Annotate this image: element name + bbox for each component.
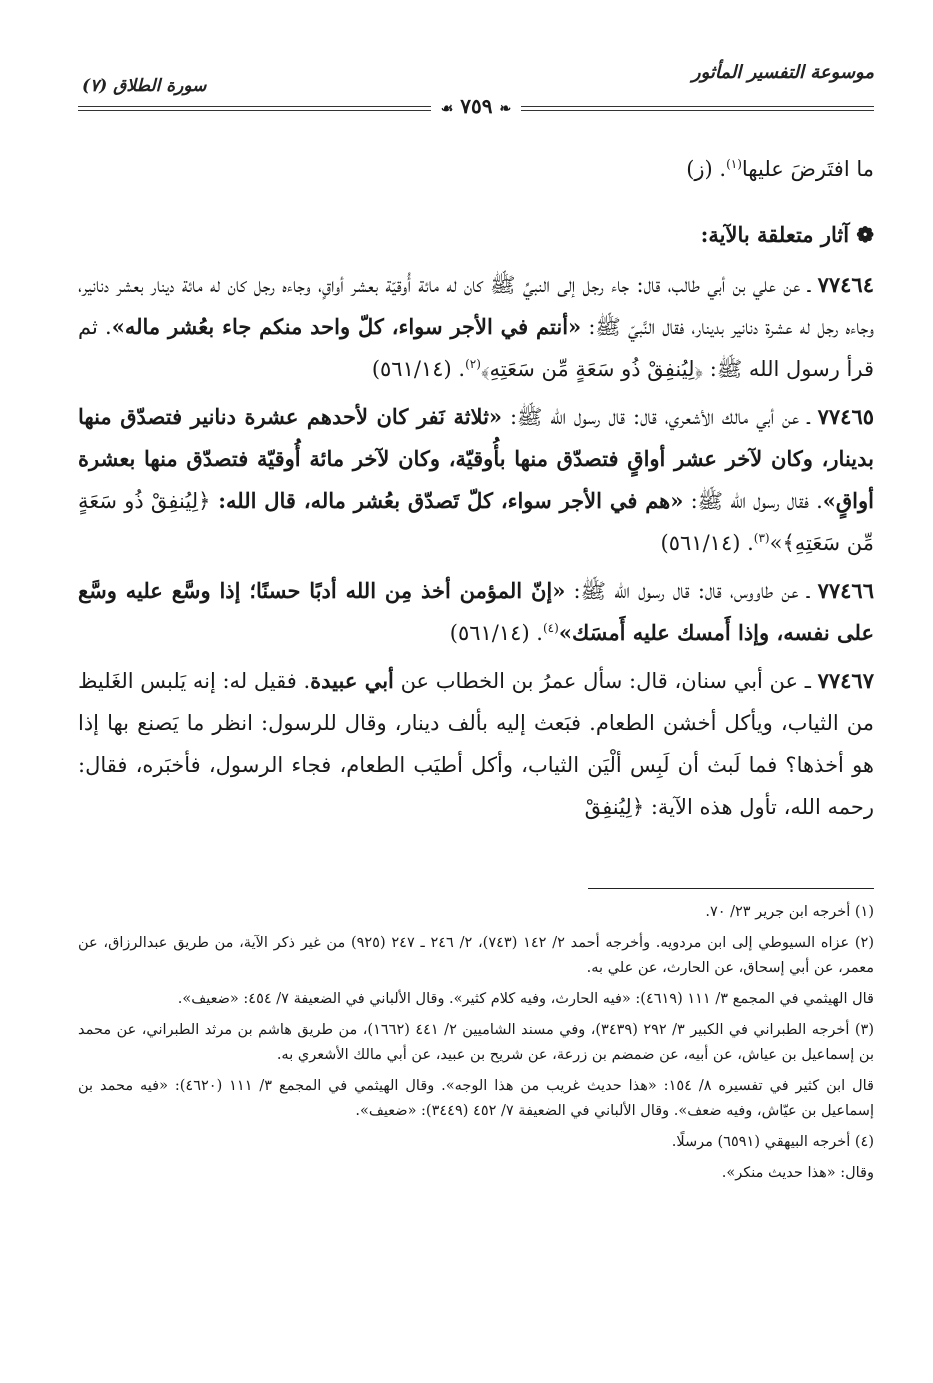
footnote-ref[interactable]: (١) bbox=[726, 157, 742, 171]
flower-icon: ❁ bbox=[856, 222, 874, 247]
section-heading: ❁ آثار متعلقة بالآية: bbox=[700, 222, 874, 247]
page-number-wrap bbox=[78, 94, 874, 118]
footnote: (٣) أخرجه الطبراني في الكبير ٣/ ٢٩٢ (٣٤٣٩)، وفي مسند الشاميين ٢/ ٤٤١ (١٦٦٢)، من طريق هاشم بن مرثد الطبراني، عن محمد بن إسماعيل بن عياش، عن أبيه، عن ضمضم بن زرعة، عن شريح بن عبيد، عن أبي مالك الأشعري به. bbox=[78, 1022, 874, 1063]
intro-line: ما افتَرضَ عليها$^{(١)}$. (ز) bbox=[686, 157, 874, 181]
hadith-text: «ثلاثة نَفر كان لأحدهم عشرة دنانير فتصدّق منها بدينار، وكان لآخر عشر أواقٍ فتصدّق منها بأُوقيّة، وكان لآخر مائة أُوقيّة فتصدّق منها بعشرة أواقٍ» bbox=[78, 404, 874, 513]
narration-77466: ٧٧٤٦٦ ـ عن طاووس، قال: قال رسول الله ﷺ: «إنّ المؤمن أخذ مِن الله أدبًا حسنًا؛ إذا وسَّع عليه وسَّع على نفسه، وإذا أَمسك عليه أَمسَك»$^{(٤)}$. (٥٦١/١٤) bbox=[78, 578, 874, 645]
narration-number: ٧٧٤٦٧ bbox=[817, 668, 874, 693]
footnote-ref[interactable]: (٣) bbox=[753, 531, 770, 545]
ornament-icon: ❧ bbox=[499, 101, 512, 117]
footnote-ref[interactable]: (٢) bbox=[465, 357, 481, 371]
footnote: (٢) عزاه السيوطي إلى ابن مردويه. وأخرجه أحمد ٢/ ١٤٢ (٧٤٣)، ٢/ ٢٤٦ ـ ٢٤٧ (٩٢٥) من غير ذكر الآية، من طريق عبدالرزاق، عن معمر، عن أبي إسحاق، عن الحارث، عن علي به. bbox=[78, 935, 875, 976]
hadith-text: «إنّ المؤمن أخذ مِن الله أدبًا حسنًا؛ إذا وسَّع عليه وسَّع على نفسه، وإذا أَمسك عليه أَمسَك» bbox=[78, 578, 874, 645]
page-number-box bbox=[431, 94, 521, 118]
footnote: قال الهيثمي في المجمع ٣/ ١١١ (٤٦١٩): «فيه الحارث، وفيه كلام كثير». وقال الألباني في الضعيفة ٧/ ٤٥٤: «ضعيف». bbox=[177, 991, 874, 1007]
footnote-ref[interactable]: (٤) bbox=[542, 621, 559, 635]
footnote: قال ابن كثير في تفسيره ٨/ ١٥٤: «هذا حديث غريب من هذا الوجه». وقال الهيثمي في المجمع ٣/ ١١١ (٤٦٢٠): «فيه محمد بن إسماعيل بن عيّاش، وفيه ضعف». وقال الألباني في الضعيفة ٧/ ٤٥٢ (٣٤٤٩): «ضعيف». bbox=[78, 1078, 874, 1119]
narration-number: ٧٧٤٦٦ bbox=[817, 578, 874, 603]
narration-number: ٧٧٤٦٤ bbox=[817, 272, 874, 297]
hadith-text: «هم في الأجر سواء، كلّ تَصدّق بعُشر ماله، قال الله: bbox=[210, 488, 684, 513]
narration-77465: ٧٧٤٦٥ ـ عن أبي مالك الأشعري، قال: قال رسول الله ﷺ: «ثلاثة نَفر كان لأحدهم عشرة دنانير فتصدّق منها بدينار، وكان لآخر عشر أواقٍ فتصدّق منها بأُوقيّة، وكان لآخر مائة أُوقيّة فتصدّق منها بعشرة أواقٍ». فقال رسول الله ﷺ: «هم في الأجر سواء، كلّ تَصدّق بعُشر ماله، قال الله: ﴿لِيُنفِقْ ذُو سَعَةٍ مِّن سَعَتِهِ﴾»$^{(٣)}$. (٥٦١/١٤) bbox=[78, 404, 875, 555]
footnote: (١) أخرجه ابن جرير ٢٣/ ٧٠. bbox=[705, 904, 874, 920]
ornament-icon: ☙ bbox=[440, 101, 454, 117]
book-title: موسوعة التفسير المأثور bbox=[691, 62, 874, 83]
narration-77467: ٧٧٤٦٧ ـ عن أبي سنان، قال: سأل عمرُ بن الخطاب عن أبي عبيدة. فقيل له: إنه يَلبس الغَليظ من الثياب، ويأكل أخشن الطعام. فبَعث إليه بألف دينار، وقال للرسول: انظر ما يَصنع بها إذا هو أخذها؟ فما لَبث أن لَبِس ألْيَن الثياب، وأكل أطيَب الطعام، فجاء الرسول، فأخبَره، فقال: رحمه الله، تأول هذه الآية: ﴿لِيُنفِقْ bbox=[78, 668, 874, 819]
footnotes bbox=[78, 900, 874, 1192]
main-text bbox=[78, 148, 874, 834]
page-number: ٧٥٩ bbox=[460, 94, 493, 118]
hadith-text: «أنتم في الأجر سواء، كلّ واحد منكم جاء بعُشر ماله» bbox=[111, 314, 582, 339]
footnote-separator bbox=[588, 888, 874, 889]
footnote: وقال: «هذا حديث منكر». bbox=[721, 1165, 874, 1181]
surah-label: سورة الطلاق (٧) bbox=[82, 76, 207, 96]
narration-number: ٧٧٤٦٥ bbox=[817, 404, 875, 429]
narration-77464: ٧٧٤٦٤ ـ عن علي بن أبي طالب، قال: جاء رجل إلى النبيِّ ﷺ كان له مائة أُوقيّة بعشر أواقٍ، وجاءه رجل كان له مائة دينار بعشر دنانير، وجاءه رجل له عشرة دنانير بدينار، فقال النَّبيّ ﷺ: «أنتم في الأجر سواء، كلّ واحد منكم جاء بعُشر ماله». ثم قرأ رسول الله ﷺ: ﴿لِيُنفِقْ ذُو سَعَةٍ مِّن سَعَتِهِ﴾$^{(٢)}$. (٥٦١/١٤) bbox=[78, 272, 875, 381]
footnote: (٤) أخرجه البيهقي (٦٥٩١) مرسلًا. bbox=[671, 1134, 874, 1150]
